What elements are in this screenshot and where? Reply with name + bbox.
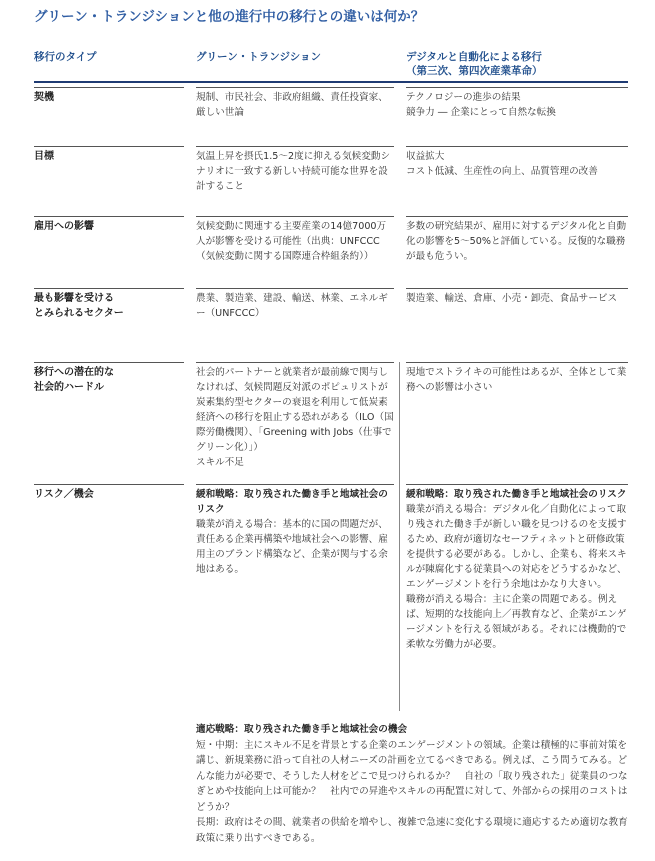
opportunity-heading: 適応戦略：取り残された働き手と地域社会の機会 xyxy=(196,724,408,735)
cell-digital-employment: 多数の研究結果が、雇用に対するデジタル化と自動化の影響を5～50%と評価している。反復的な職務が最も危うい。 xyxy=(406,221,627,262)
row-label-hurdles xyxy=(34,365,184,395)
row-divider xyxy=(406,87,628,88)
row-divider xyxy=(406,362,628,363)
row-divider xyxy=(406,288,628,289)
row-divider xyxy=(406,484,628,485)
row-divider xyxy=(196,484,394,485)
column-divider xyxy=(399,362,400,711)
cell-line: 収益拡大 xyxy=(406,151,445,162)
header-rule xyxy=(34,81,628,83)
row-divider xyxy=(196,288,394,289)
cell-line: コスト低減、生産性の向上、品質管理の改善 xyxy=(406,166,598,177)
header-type: 移行のタイプ xyxy=(34,51,97,63)
row-divider xyxy=(34,288,184,289)
cell-digital-goal xyxy=(406,149,628,179)
header-digital-line2: （第三次、第四次産業革命） xyxy=(406,65,543,77)
cell-green-goal: 気温上昇を摂氏1.5～2度に抑える気候変動シナリオに一致する新しい持続可能な世界を設計すること xyxy=(196,151,391,192)
row-divider xyxy=(34,484,184,485)
cell-digital-sectors: 製造業、輸送、倉庫、小売・卸売、食品サービス xyxy=(406,293,618,304)
row-divider xyxy=(196,216,394,217)
header-green: グリーン・トランジション xyxy=(196,51,322,63)
row-divider xyxy=(406,146,628,147)
cell-green-sectors: 農業、製造業、建設、輸送、林業、エネルギー（UNFCCC） xyxy=(196,293,388,319)
row-label-trigger: 契機 xyxy=(34,92,54,103)
risk-digital-body1: 職業が消える場合：デジタル化／自動化によって取り残された働き手が新しい職を見つけるのを支援するため、政府が適切なセーフティネットと研修政策を提供する必要がある。しかし、企業も、将来スキルが陳腐化する従業員への対応をどうするかなど、エンゲージメントを行う余地はかなり大きい。 xyxy=(406,504,627,590)
opportunity-block xyxy=(196,722,628,846)
row-divider xyxy=(196,362,394,363)
opportunity-long-term: 長期：政府はその間、就業者の供給を増やし、複雑で急速に変化する環境に適応するため適切な教育政策に乗り出すべきである。 xyxy=(196,817,628,844)
cell-digital-trigger xyxy=(406,90,628,120)
cell-digital-hurdles: 現地でストライキの可能性はあるが、全体として業務への影響は小さい xyxy=(406,367,627,393)
label-line: 最も影響を受ける xyxy=(34,293,114,304)
risk-digital-heading: 緩和戦略：取り残された働き手と地域社会のリスク xyxy=(406,489,627,500)
row-divider xyxy=(406,216,628,217)
label-line: 移行への潜在的な xyxy=(34,367,114,378)
row-divider xyxy=(34,146,184,147)
row-label-goal: 目標 xyxy=(34,151,54,162)
cell-green-trigger: 規制、市民社会、非政府組織、責任投資家、厳しい世論 xyxy=(196,92,388,118)
cell-green-employment: 気候変動に関連する主要産業の14億7000万人が影響を受ける可能性（出典：UNFCCC（気候変動に関する国際連合枠組条約）） xyxy=(196,221,387,262)
header-digital xyxy=(406,50,543,78)
cell-digital-risk xyxy=(406,487,628,652)
cell-green-risk xyxy=(196,487,394,577)
row-label-risk: リスク／機会 xyxy=(34,489,94,500)
row-divider xyxy=(34,362,184,363)
row-divider xyxy=(34,216,184,217)
label-line: とみられるセクター xyxy=(34,308,124,319)
cell-line: テクノロジーの進歩の結果 xyxy=(406,92,521,103)
row-divider xyxy=(196,146,394,147)
risk-green-heading: 緩和戦略：取り残された働き手と地域社会のリスク xyxy=(196,489,388,515)
row-label-employment: 雇用への影響 xyxy=(34,221,94,232)
risk-digital-body2: 職務が消える場合：主に企業の問題である。例えば、短期的な技能向上／再教育など、企業がエンゲージメントを行える領域がある。それには機動的で柔軟な労働力が必要。 xyxy=(406,594,627,650)
row-divider xyxy=(196,87,394,88)
cell-paragraph: 社会的パートナーと就業者が最前線で関与しなければ、気候問題反対派のポピュリストが炭素集約型セクターの衰退を利用して低炭素経済への移行を阻止する恐れがある（ILO（国際労働機関）、「Greening with Jobs（仕事でグリーン化）」） xyxy=(196,367,394,453)
row-label-sectors xyxy=(34,291,184,321)
cell-line: スキル不足 xyxy=(196,457,244,468)
page-title: グリーン・トランジションと他の進行中の移行との違いは何か？ xyxy=(34,9,425,25)
header-digital-line1: デジタルと自動化による移行 xyxy=(406,51,542,63)
risk-green-body: 職業が消える場合：基本的に国の問題だが、責任ある企業再構築や地域社会への影響、雇用主のブランド構築など、企業が関与する余地はある。 xyxy=(196,519,388,575)
cell-line: 競争力 ― 企業にとって自然な転換 xyxy=(406,107,556,118)
label-line: 社会的ハードル xyxy=(34,382,104,393)
cell-green-hurdles xyxy=(196,365,394,470)
opportunity-short-term: 短・中期：主にスキル不足を背景とする企業のエンゲージメントの領域。企業は積極的に事前対策を講じ、新規業務に沿って自社の人材ニーズの計画を立てるべきである。例えば、こう問うてみる。どんな能力が必要で、そうした人材をどこで見つけられるか？ 自社の「取り残された」従業員のつなぎとめや技能向上は可能か？ 社内での昇進やスキルの再配置に対して、外部からの採用のコストはどうか？ xyxy=(196,739,628,813)
row-divider xyxy=(34,87,184,88)
